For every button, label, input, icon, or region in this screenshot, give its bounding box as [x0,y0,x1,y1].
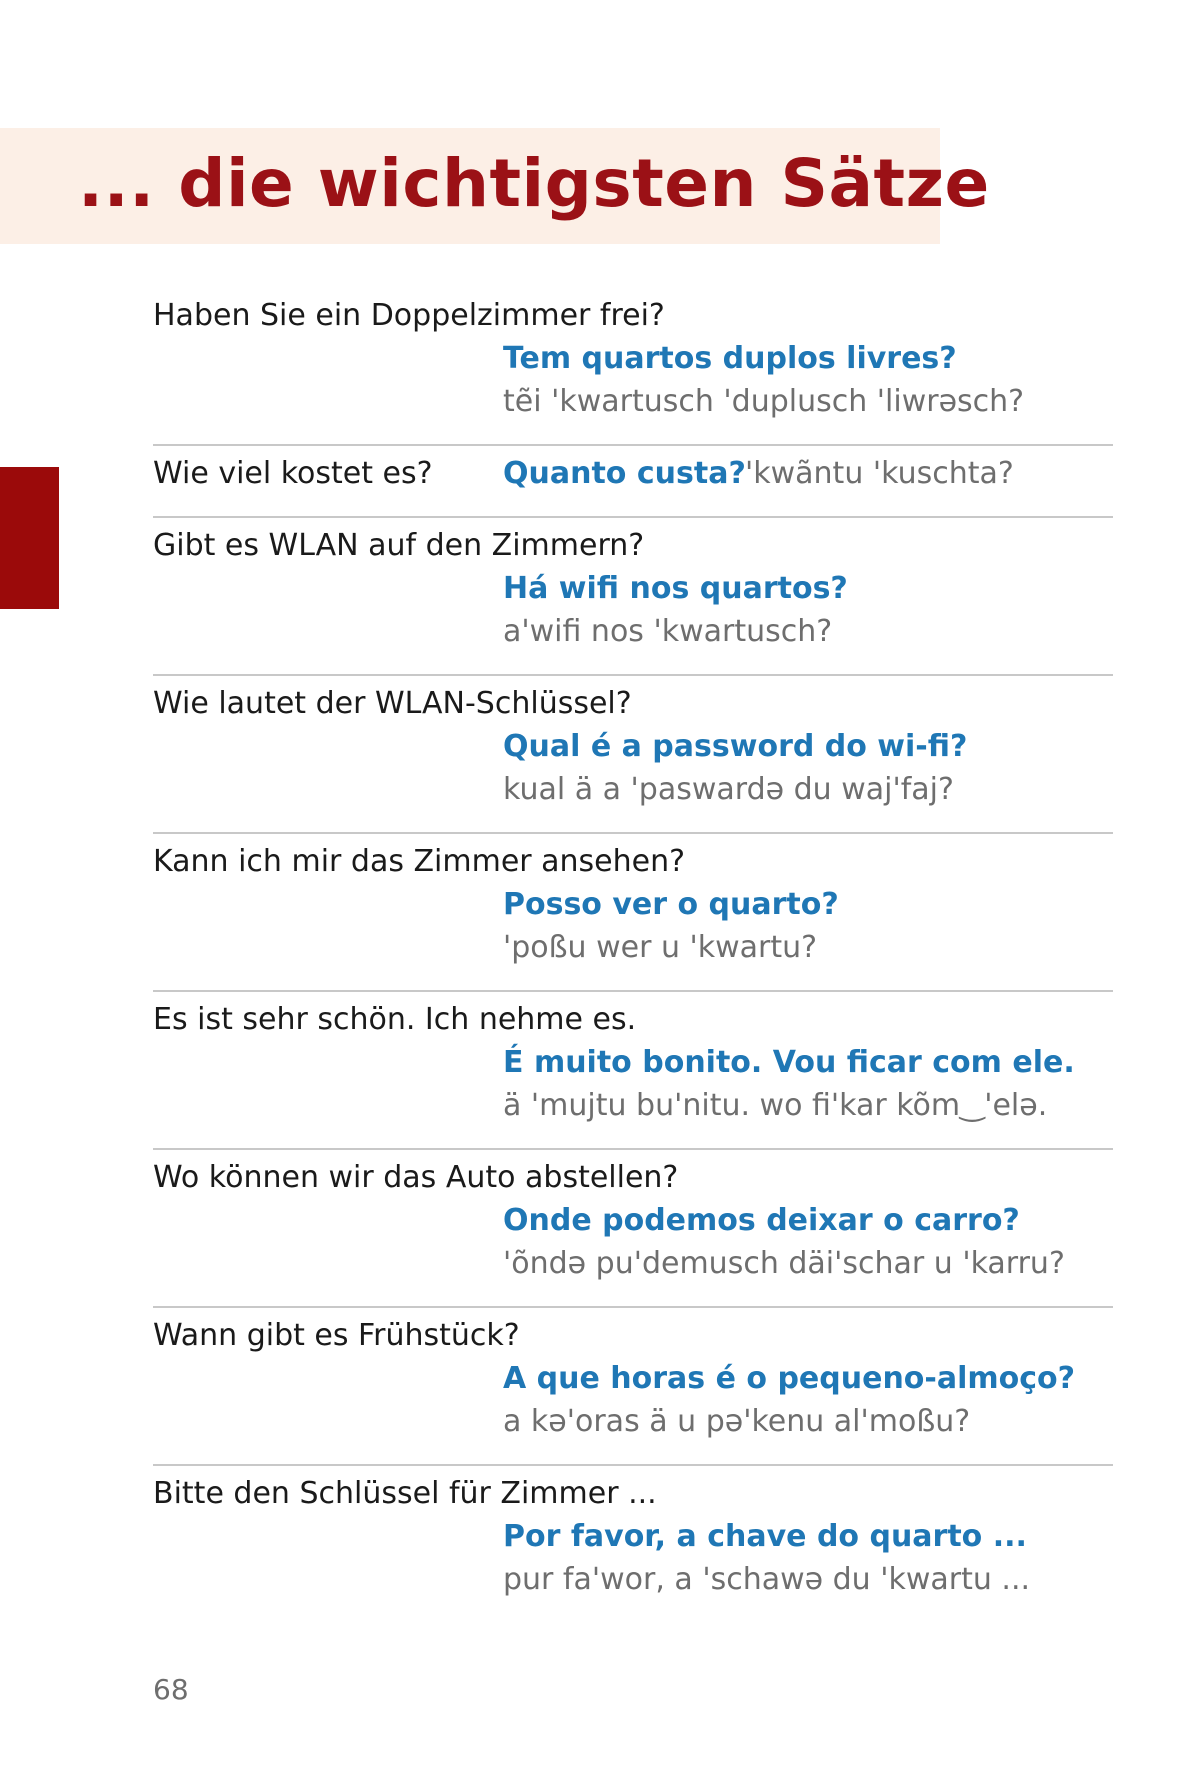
portuguese-phrase: Onde podemos deixar o carro? [503,1203,1020,1238]
pronunciation: ä 'mujtu bu'nitu. wo fi'kar kõm‿'elə. [503,1088,1048,1123]
page-number: 68 [153,1673,189,1706]
entry-divider [153,516,1113,518]
german-phrase: Wann gibt es Frühstück? [153,1318,520,1353]
german-phrase: Haben Sie ein Doppelzimmer frei? [153,298,665,333]
pronunciation: 'õndə pu'demusch däi'schar u 'karru? [503,1246,1065,1281]
pronunciation: 'poßu wer u 'kwartu? [503,930,818,965]
pronunciation: pur fa'wor, a 'schawə du 'kwartu ... [503,1562,1031,1597]
german-phrase: Bitte den Schlüssel für Zimmer ... [153,1476,657,1511]
entry-divider [153,1464,1113,1466]
entry-divider [153,1306,1113,1308]
portuguese-phrase: Quanto custa? [503,456,746,491]
german-phrase: Es ist sehr schön. Ich nehme es. [153,1002,637,1037]
pronunciation: a kə'oras ä u pə'kenu al'moßu? [503,1404,971,1439]
entry-divider [153,1148,1113,1150]
portuguese-phrase: Posso ver o quarto? [503,887,839,922]
german-phrase: Wo können wir das Auto abstellen? [153,1160,679,1195]
pronunciation: a'wifi nos 'kwartusch? [503,614,833,649]
german-phrase: Kann ich mir das Zimmer ansehen? [153,844,686,879]
entry-divider [153,444,1113,446]
portuguese-phrase: Tem quartos duplos livres? [503,341,957,376]
german-phrase: Wie lautet der WLAN-Schlüssel? [153,686,632,721]
portuguese-phrase: Por favor, a chave do quarto ... [503,1519,1027,1554]
entry-divider [153,832,1113,834]
entry-divider [153,990,1113,992]
german-phrase: Wie viel kostet es? [153,456,433,491]
pronunciation: tẽi 'kwartusch 'duplusch 'liwrəsch? [503,384,1025,419]
portuguese-phrase: Há wifi nos quartos? [503,571,848,606]
entry-divider [153,674,1113,676]
portuguese-phrase: Qual é a password do wi-fi? [503,729,968,764]
pronunciation: kual ä a 'paswardə du waj'faj? [503,772,954,807]
chapter-tab-marker [0,467,59,609]
page-title: ... die wichtigsten Sätze [78,145,990,222]
german-phrase: Gibt es WLAN auf den Zimmern? [153,528,645,563]
portuguese-phrase: A que horas é o pequeno-almoço? [503,1361,1076,1396]
portuguese-phrase: É muito bonito. Vou ficar com ele. [503,1045,1075,1080]
pronunciation: 'kwãntu 'kuschta? [745,456,1014,491]
